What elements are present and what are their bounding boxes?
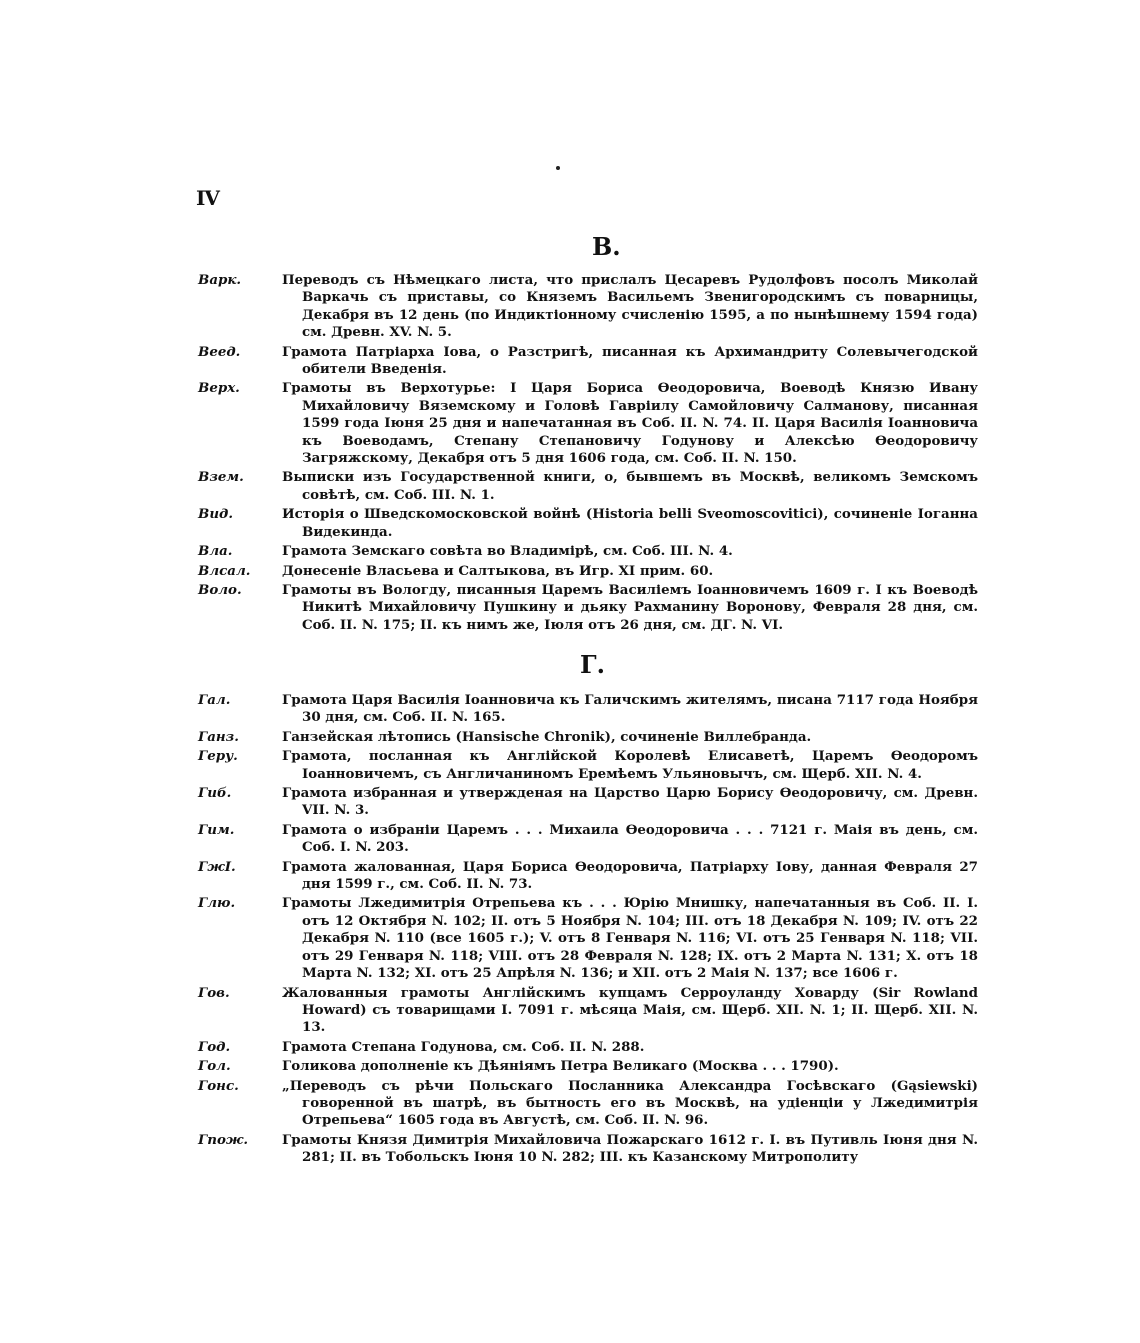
entry-description: Грамота Земскаго совѣта во Владимірѣ, см. Соб. III. N. 4. [282,543,733,560]
entry-row [198,1039,978,1056]
entry-description: Грамота Степана Годунова, см. Соб. II. N. 288. [282,1038,645,1055]
entry-abbreviation: Глю. [198,895,236,912]
entry-list-v [198,272,978,636]
entry-row [198,985,978,1037]
entry-description: Грамота Царя Василія Іоанновича къ Галичскимъ жителямъ, писана 7117 года Ноября 30 дня, см. Соб. II. N. 165. [282,692,978,726]
entry-abbreviation: Варк. [198,272,242,288]
entry-row [198,822,978,857]
entry-row [198,563,978,580]
entry-description: Грамота жалованная, Царя Бориса Ѳеодоровича, Патріарху Іову, данная Февраля 27 дня 1599 г., см. Соб. II. N. 73. [282,858,978,893]
entry-abbreviation: Гим. [198,821,235,838]
entry-abbreviation: Геру. [198,748,238,765]
speck-mark [556,166,560,170]
entry-abbreviation: Гонс. [198,1077,239,1094]
entry-row [198,859,978,894]
entry-description: Переводъ съ Нѣмецкаго листа, что прислалъ Цесаревъ Рудолфовъ посолъ Миколай Варкачь съ приставы, со Княземъ Васильемъ Звенигородскимъ съ поварницы, Декабря въ 12 день (по Индиктіонному счисленію 1595, а по нынѣшнему 1594 года) см. Древн. XV. N. 5. [282,272,978,341]
entry-description: Грамоты Князя Димитрія Михайловича Пожарскаго 1612 г. I. въ Путивль Іюня дня N. 281; II. въ Тобольскъ Іюня 10 N. 282; III. къ Казанскому Митрополиту [282,1131,978,1166]
entry-description: Грамота Патріарха Іова, о Разстригѣ, писанная къ Архимандриту Солевычегодской обители Введенія. [282,343,978,378]
entry-row [198,1078,978,1130]
entry-abbreviation: Гпож. [198,1131,249,1148]
entry-row [198,469,978,504]
entry-description: Грамоты Лжедимитрія Отрепьева къ . . . Юрію Мнишку, напечатанныя въ Соб. II. I. отъ 12 Октября N. 102; II. отъ 5 Ноября N. 104; III. отъ 18 Декабря N. 109; IV. отъ 22 Декабря N. 110 (все 1605 г.); V. отъ 8 Генваря N. 116; VI. отъ 25 Генваря N. 118; VII. отъ 29 Генваря N. 118; VIII. отъ 28 Февраля N. 128; IX. отъ 2 Марта N. 131; X. отъ 18 Марта N. 132; XI. отъ 25 Апрѣля N. 136; и XII. отъ 2 Маія N. 137; все 1606 г. [282,895,978,982]
entry-row [198,272,978,342]
entry-description: Грамота о избраніи Царемъ . . . Михаила Ѳеодоровича . . . 7121 г. Маія въ день, см. Соб. I. N. 203. [282,821,978,856]
section-heading-g: Г. [580,650,605,679]
entry-abbreviation: Вид. [198,506,234,523]
entry-description: Голикова дополненіе къ Дѣяніямъ Петра Великаго (Москва . . . 1790). [282,1058,839,1075]
entry-description: „Переводъ съ рѣчи Польскаго Посланника Александра Госѣвскаго (Gąsiewski) говоренной въ шатрѣ, въ бытность его въ Москвѣ, на удіенціи у Лжедимитрія Отрепьева“ 1605 года въ Августѣ, см. Соб. II. N. 96. [282,1077,978,1129]
entry-abbreviation: Гов. [198,984,230,1001]
entry-description: Грамоты въ Вологду, писанныя Царемъ Василіемъ Іоанновичемъ 1609 г. I къ Воеводѣ Никитѣ Михайловичу Пушкину и дьяку Рахманину Воронову, Февраля 28 дня, см. Соб. II. N. 175; II. къ нимъ же, Іюля отъ 26 дня, см. ДГ. N. VI. [282,581,978,633]
entry-row [198,380,978,467]
entry-description: Донесеніе Власьева и Салтыкова, въ Игр. XI прим. 60. [282,562,714,579]
entry-abbreviation: Вeед. [198,343,241,360]
entry-description: Исторія о Шведскомосковской войнѣ (Historia belli Sveomoscovitici), сочиненіе Іоганна Видекинда. [282,506,978,540]
entry-row [198,506,978,541]
entry-row [198,729,978,746]
entry-description: Ганзейская лѣтопись (Hansische Chronik), сочиненіе Виллебранда. [282,728,812,745]
entry-abbreviation: Воло. [198,581,242,598]
entry-abbreviation: ГжІ. [198,858,236,875]
page-number: IV [196,186,219,210]
entry-row [198,344,978,379]
entry-list-g [198,692,978,1169]
entry-row [198,895,978,982]
entry-abbreviation: Год. [198,1038,231,1055]
entry-row [198,692,978,727]
entry-abbreviation: Ганз. [198,728,239,745]
entry-row [198,582,978,634]
entry-description: Грамота избранная и утвержденая на Царство Царю Борису Ѳеодоровичу, см. Древн. VII. N. 3. [282,785,978,819]
entry-abbreviation: Верх. [198,380,240,397]
entry-abbreviation: Гал. [198,692,231,708]
entry-abbreviation: Вла. [198,543,233,560]
entry-row [198,1132,978,1167]
entry-row [198,1058,978,1075]
entry-abbreviation: Взем. [198,469,244,486]
entry-description: Грамота, посланная къ Англійской Королевѣ Елисаветѣ, Царемъ Ѳеодоромъ Іоанновичемъ, съ Англичаниномъ Еремѣемъ Ульяновычъ, см. Щерб. XII. N. 4. [282,748,978,782]
entry-row [198,785,978,820]
entry-description: Выписки изъ Государственной книги, о, бывшемъ въ Москвѣ, великомъ Земскомъ совѣтѣ, см. Соб. III. N. 1. [282,469,978,503]
entry-description: Жалованныя грамоты Англійскимъ купцамъ Серроуланду Ховарду (Sir Rowland Howard) съ товарищами I. 7091 г. мѣсяца Маія, см. Щерб. XII. N. 1; II. Щерб. XII. N. 13. [282,984,978,1036]
entry-abbreviation: Гиб. [198,785,232,802]
entry-row [198,748,978,783]
entry-abbreviation: Влсал. [198,562,251,579]
entry-row [198,543,978,560]
entry-description: Грамоты въ Верхотурье: I Царя Бориса Ѳеодоровича, Воеводѣ Князю Ивану Михайловичу Вяземскому и Головѣ Гавріилу Самойловичу Салманову, писанная 1599 года Іюня 25 дня и напечатанная въ Соб. II. N. 74. II. Царя Василія Іоанновича къ Воеводамъ, Степану Степановичу Годунову и Алексѣю Ѳеодоровичу Загряжскому, Декабря отъ 5 дня 1606 года, см. Соб. II. N. 150. [282,380,978,467]
section-heading-v: В. [592,232,621,261]
entry-abbreviation: Гол. [198,1058,231,1075]
